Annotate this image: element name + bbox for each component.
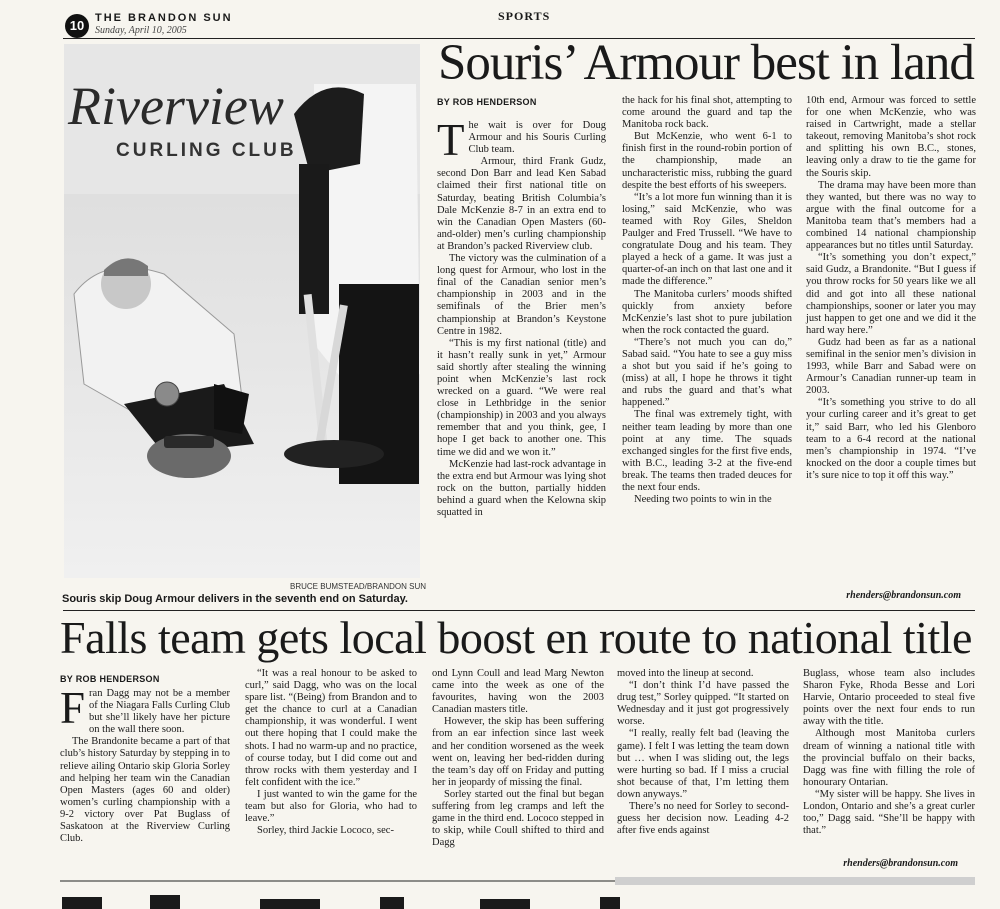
story2-paragraph: However, the skip has been suffering from an ear infection since last week and her condition worsened as the week went on, leaving her bed-ridden during the team’s day off on Friday and putting her in jeopardy of missing the final. bbox=[432, 716, 604, 788]
story2-paragraph: “My sister will be happy. She lives in London, Ontario and she’s a great curler too,” Dagg said. “She’ll be happy with that.” bbox=[803, 788, 975, 837]
story1-paragraph: “This is my first national (title) and it hasn’t really sunk in yet,” Armour said shortly after stealing the winning point when McKenzie’s last rock wrecked on a guard. “We were real close in Lethbridge in the senior (championship) in 2003 and you always remember that and you think, gee, I hope I get back to another one. This time we did and we won it.” bbox=[437, 337, 606, 458]
photo-credit: BRUCE BUMSTEAD/BRANDON SUN bbox=[290, 582, 427, 591]
story2-paragraph: Although most Manitoba curlers dream of winning a national title with the provincial buffalo on their backs, Dagg was fine with filling the role of honourary Ontarian. bbox=[803, 728, 975, 788]
story2-paragraph: Sorley, third Jackie Lococo, sec- bbox=[257, 825, 394, 837]
section-label: SPORTS bbox=[498, 9, 551, 23]
cropped-next-headline bbox=[60, 875, 975, 909]
curling-photo-illustration bbox=[64, 44, 420, 578]
story2-paragraph: “I really, really felt bad (leaving the game). I felt I was letting the team down but … when I was sliding out, the legs were hurting so bad. If I miss a crucial shot because of that, I’m letting them down anyways.” bbox=[617, 728, 789, 800]
story1-paragraph: Gudz had been as far as a national semifinal in the senior men’s division in 1993, while Barr and Sabad were on Armour’s Canadian runner-up team in 2003. bbox=[806, 336, 976, 397]
newspaper-name: THE BRANDON SUN bbox=[95, 12, 233, 24]
story2-paragraph: I just wanted to win the game for the team but also for Gloria, who had to leave.” bbox=[245, 788, 417, 825]
story1-headline: Souris’ Armour best in land bbox=[438, 35, 974, 91]
story1-column-3 bbox=[806, 95, 976, 482]
story2-paragraph: ran Dagg may not be a member of the Niagara Falls Curling Club but she’ll likely have her picture on the wall there soon. bbox=[89, 688, 230, 736]
story2-drop-cap: F bbox=[60, 683, 86, 733]
story1-paragraph: Needing two points to win in the bbox=[634, 494, 772, 506]
sign-text: Riverview bbox=[68, 76, 284, 136]
photo-caption: Souris skip Doug Armour delivers in the seventh end on Saturday. bbox=[62, 593, 408, 605]
story1-paragraph: The final was extremely tight, with neither team leading by more than one point at any time. The squads exchanged singles for the first five ends, with B.C., leading 3-2 at the five-end break. The teams then traded deuces for the next four ends. bbox=[622, 409, 792, 493]
story1-paragraph: The Manitoba curlers’ moods shifted quickly from anxiety before McKenzie’s last shot to pure jubilation when the rock contacted the guard. bbox=[622, 288, 792, 336]
story2-paragraph: moved into the lineup at second. bbox=[617, 668, 754, 679]
sign-subtext: CURLING CLUB bbox=[116, 140, 297, 161]
story1-column-1 bbox=[437, 115, 606, 519]
story1-paragraph: the hack for his final shot, attempting to come around the guard and tap the Manitoba rock back. bbox=[622, 95, 792, 131]
story2-paragraph: Buglass, whose team also includes Sharon Fyke, Rhoda Besse and Lori Harvie, Ontario proceeded to steal five points over the next four ends to run away with the title. bbox=[803, 668, 975, 728]
story1-paragraph: The victory was the culmination of a long quest for Armour, who lost in the final of the Canadian senior men’s championship in 2003 and in the semifinals of the Brier men’s championship at Brandon’s Keystone Centre in 1982. bbox=[437, 253, 606, 337]
story1-paragraph: 10th end, Armour was forced to settle for one when McKenzie, who was raised in Cartwright, made a stellar takeout, removing Manitoba’s shot rock and splitting his own B.C., stones, leaving only a draw to tie the game for the Souris skip. bbox=[806, 95, 976, 179]
story2-paragraph: “It was a real honour to be asked to curl,” said Dagg, who was on the local spare list. “(Being) from Brandon and to get the chance to curl at a Canadian championship, it was wonderful. I went out there hoping that I could make the shots. I had no warm-up and no practice, of course today, but I did come out and throw rocks with them yesterday and I felt confident with the ice.” bbox=[245, 668, 417, 788]
curling-photo bbox=[64, 44, 420, 578]
story1-paragraph: “It’s a lot more fun winning than it is losing,” said McKenzie, who was teamed with Roy Giles, Sheldon Paulger and Fred Trussell. “We have to congratulate Doug and his team. They played a heck of a game. It was just a quarter-of-an inch on that last one and it made the difference.” bbox=[622, 191, 792, 288]
story-divider bbox=[63, 610, 975, 611]
story1-drop-cap: T bbox=[437, 115, 465, 165]
story2-paragraph: There’s no need for Sorley to second-guess her decision now. Leading 4-2 after five ends against bbox=[617, 801, 789, 837]
cropped-headline-fragment bbox=[60, 875, 975, 909]
story1-paragraph: “It’s something you strive to do all your curling career and it’s great to get it,” said Barr, who led his Glenboro team to a 6-4 record at the national men’s championship in 1974. “I’ve knocked on the door a couple times but it’s sure nice to top it off this way.” bbox=[806, 397, 976, 481]
story1-paragraph: McKenzie had last-rock advantage in the extra end but Armour was lying shot rock on the button, partially hidden behind a guard when the Kelowna skip squatted in bbox=[437, 458, 606, 518]
story1-paragraph: he wait is over for Doug Armour and his Souris Curling Club team. bbox=[468, 120, 606, 156]
story2-paragraph: The Brandonite became a part of that club’s history Saturday by stepping in to relieve ailing Ontario skip Gloria Sorley and helping her team win the Canadian Open Masters (ages 60 and older) women’s curling championship with a 9-2 victory over Pat Buglass of Saskatoon at the Riverview Curling Club. bbox=[60, 736, 230, 845]
story2-byline: BY ROB HENDERSON bbox=[60, 674, 160, 684]
story2-column-5 bbox=[803, 668, 975, 837]
story2-paragraph: “I don’t think I’d have passed the drug test,” Sorley quipped. “It started on Wednesday and it just got progressively worse. bbox=[617, 680, 789, 728]
story1-column-2 bbox=[622, 95, 792, 506]
story2-column-4 bbox=[617, 668, 789, 837]
story1-paragraph: “There’s not much you can do,” Sabad said. “You hate to see a guy miss a shot but you said if he’s going to (miss) at all, I hope he throws it tight and rubs the guard and that’s what happened.” bbox=[622, 336, 792, 409]
story2-headline: Falls team gets local boost en route to national title bbox=[60, 612, 972, 663]
story2-column-2 bbox=[245, 668, 417, 837]
story1-byline: BY ROB HENDERSON bbox=[437, 97, 537, 107]
page-number: 10 bbox=[65, 14, 89, 38]
story1-paragraph: Armour, third Frank Gudz, second Don Barr and lead Ken Sabad claimed their first national title on Saturday, beating British Columbia’s Dale McKenzie 8-7 in an extra end to win the Canadian Open Masters (60-and-older) men’s curling championship at Brandon’s packed Riverview club. bbox=[437, 156, 606, 252]
story1-paragraph: “It’s something you don’t expect,” said Gudz, a Brandonite. “But I guess if you throw rocks for 50 years like we all did and got into all these national championships, sooner or later you may just happen to get one and we did it the hard way here.” bbox=[806, 252, 976, 336]
story2-paragraph: Sorley started out the final but began suffering from leg cramps and left the game in the third end. Lococo stepped in to skip, while Coull shifted to third and Dagg bbox=[432, 788, 604, 849]
story2-email: rhenders@brandonsun.com bbox=[843, 858, 958, 869]
story1-paragraph: But McKenzie, who went 6-1 to finish first in the round-robin portion of the championship, made an uncharacteristic miss, rubbing the guard despite the best efforts of his sweepers. bbox=[622, 131, 792, 191]
story2-column-3 bbox=[432, 668, 604, 849]
story2-column-1 bbox=[60, 683, 230, 845]
story1-email: rhenders@brandonsun.com bbox=[846, 590, 961, 601]
issue-date: Sunday, April 10, 2005 bbox=[95, 25, 187, 36]
story1-paragraph: The drama may have been more than they wanted, but there was no way to argue with the final outcome for a Manitoba team that’s members had a combined 14 national championship appearances but no titles until Saturday. bbox=[806, 179, 976, 252]
story2-paragraph: ond Lynn Coull and lead Marg Newton came into the week as one of the favourites, having won the 2003 Canadian masters title. bbox=[432, 668, 604, 716]
